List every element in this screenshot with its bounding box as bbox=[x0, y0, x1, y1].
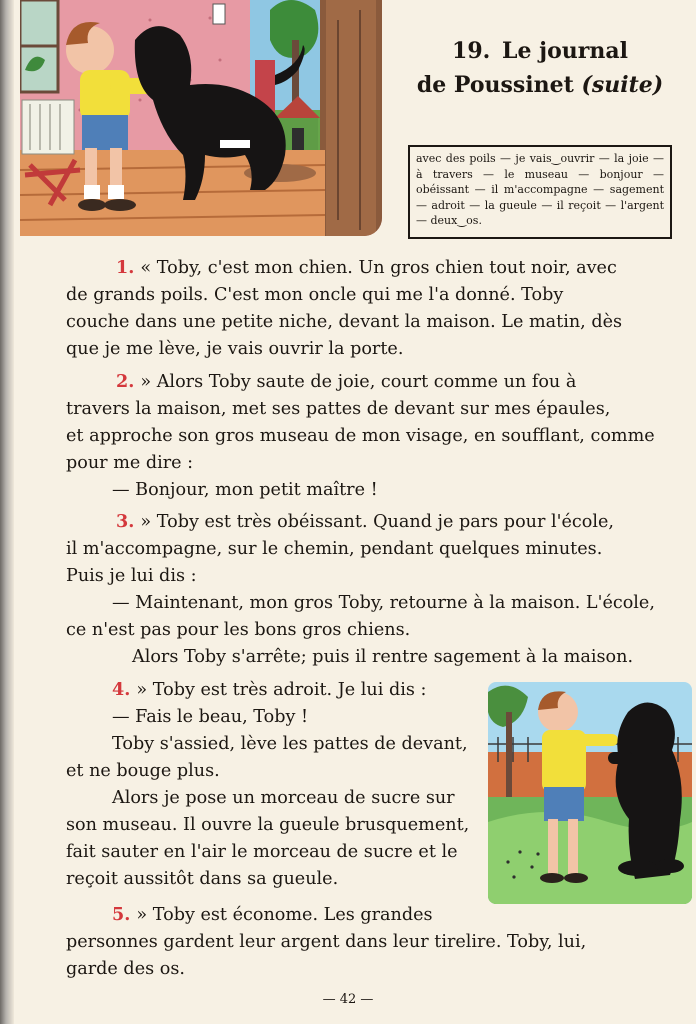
paragraph-2-line-4: pour me dire : bbox=[66, 453, 194, 473]
paragraph-1-number: 1. bbox=[116, 257, 135, 278]
paragraph-3-line-3: Puis je lui dis : bbox=[66, 566, 197, 586]
paragraph-5-line-1 bbox=[66, 901, 680, 929]
paragraph-4-line-3: Toby s'assied, lève les pattes de devant, bbox=[112, 734, 468, 754]
lesson-title-suite: (suite) bbox=[581, 72, 664, 98]
paragraph-1-line-3: couche dans une petite niche, devant la maison. Le matin, dès bbox=[66, 312, 623, 332]
paragraph-5-line-2: personnes gardent leur argent dans leur tirelire. Toby, lui, bbox=[66, 932, 587, 952]
paragraph-2-line-2: travers la maison, met ses pattes de devant sur mes épaules, bbox=[66, 399, 611, 419]
paragraph-5-line-3: garde des os. bbox=[66, 959, 185, 979]
lesson-title-text-2: de Poussinet bbox=[416, 72, 574, 98]
paragraph-4-line-6: son museau. Il ouvre la gueule brusquement, bbox=[66, 815, 470, 835]
paragraph-2-line-3: et approche son gros museau de mon visage, en soufflant, comme bbox=[66, 426, 655, 446]
paragraph-3-line-1-text: » Toby est très obéissant. Quand je pars pour l'école, bbox=[140, 512, 614, 532]
paragraph-4-line-1-text: » Toby est très adroit. Je lui dis : bbox=[136, 680, 427, 700]
paragraph-1-line-1-text: « Toby, c'est mon chien. Un gros chien tout noir, avec bbox=[140, 258, 617, 278]
paragraph-4-line-5: Alors je pose un morceau de sucre sur bbox=[112, 788, 455, 808]
paragraph-3 bbox=[66, 508, 680, 671]
paragraph-3-number: 3. bbox=[116, 511, 135, 532]
paragraph-3-line-2: il m'accompagne, sur le chemin, pendant quelques minutes. bbox=[66, 539, 603, 559]
paragraph-2-line-1 bbox=[66, 368, 680, 396]
paragraph-1-line-4: que je me lève, je vais ouvrir la porte. bbox=[66, 339, 404, 359]
illustration-boy-hugging-dog bbox=[20, 0, 382, 236]
paragraph-4 bbox=[66, 676, 486, 893]
paragraph-2 bbox=[66, 368, 680, 504]
paragraph-4-number: 4. bbox=[112, 679, 131, 700]
lesson-title bbox=[400, 34, 680, 102]
paragraph-3-line-5: ce n'est pas pour les bons gros chiens. bbox=[66, 620, 411, 640]
lesson-title-text-1: Le journal bbox=[502, 38, 628, 64]
vocabulary-box bbox=[408, 145, 672, 239]
paragraph-2-number: 2. bbox=[116, 371, 135, 392]
paragraph-3-line-6: Alors Toby s'arrête; puis il rentre sagement à la maison. bbox=[132, 647, 634, 667]
paragraph-1-line-1 bbox=[66, 254, 680, 282]
page-number: — 42 — bbox=[322, 992, 374, 1007]
paragraph-3-line-1 bbox=[66, 508, 680, 536]
paragraph-4-line-8: reçoit aussitôt dans sa gueule. bbox=[66, 869, 339, 889]
lesson-title-line-2 bbox=[400, 68, 680, 102]
lesson-number: 19. bbox=[452, 38, 491, 64]
paragraph-5 bbox=[66, 901, 680, 983]
paragraph-3-line-4: — Maintenant, mon gros Toby, retourne à la maison. L'école, bbox=[112, 593, 655, 613]
paragraph-1-line-2: de grands poils. C'est mon oncle qui me l'a donné. Toby bbox=[66, 285, 564, 305]
illustration-boy-hugging-dog-art bbox=[20, 0, 382, 236]
paragraph-5-line-1-text: » Toby est économe. Les grandes bbox=[136, 905, 433, 925]
paragraph-5-number: 5. bbox=[112, 904, 131, 925]
paragraph-1 bbox=[66, 254, 680, 363]
illustration-dog-begging bbox=[488, 682, 692, 904]
paragraph-4-line-2: — Fais le beau, Toby ! bbox=[112, 707, 309, 727]
book-spine-shadow bbox=[0, 0, 14, 1024]
paragraph-4-line-4: et ne bouge plus. bbox=[66, 761, 220, 781]
paragraph-4-line-1 bbox=[66, 676, 486, 704]
paragraph-4-line-7: fait sauter en l'air le morceau de sucre et le bbox=[66, 842, 458, 862]
paragraph-2-line-1-text: » Alors Toby saute de joie, court comme un fou à bbox=[140, 372, 577, 392]
lesson-title-line-1 bbox=[400, 34, 680, 68]
paragraph-2-line-5: — Bonjour, mon petit maître ! bbox=[112, 480, 378, 500]
illustration-dog-begging-art bbox=[488, 682, 692, 904]
vocabulary-text: avec des poils — je vais‿ouvrir — la joie — à travers — le museau — bonjour — obéissant — il m'accompagne — sagement — adroit — la gueule — il reçoit — l'argent — deux‿os. bbox=[416, 152, 664, 227]
